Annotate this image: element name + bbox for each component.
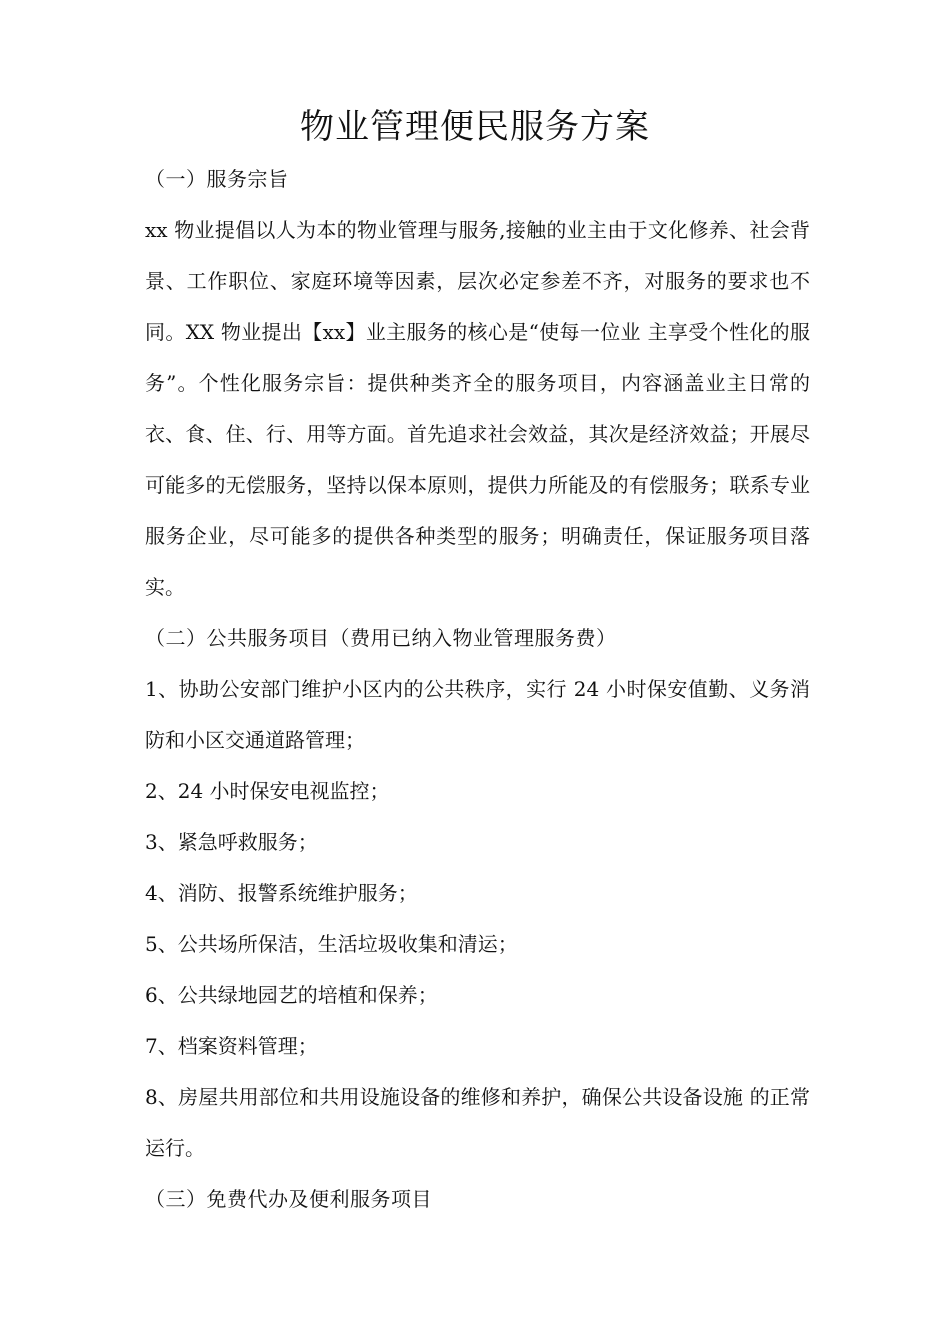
- list-item: 7、档案资料管理；: [145, 1034, 318, 1058]
- list-item: 8、房屋共用部位和共用设施设备的维修和养护，确保公共设备设施 的正常运行。: [145, 1085, 810, 1160]
- list-item: 1、协助公安部门维护小区内的公共秩序，实行 24 小时保安值勤、义务消防和小区交通道路管理；: [145, 677, 810, 752]
- section-heading-service-purpose: （一）服务宗旨: [145, 167, 289, 191]
- list-item: 6、公共绿地园艺的培植和保养；: [145, 983, 438, 1007]
- list-item: 4、消防、报警系统维护服务；: [145, 881, 418, 905]
- list-item: 3、紧急呼救服务；: [145, 830, 318, 854]
- section-heading-free-services: （三）免费代办及便利服务项目: [145, 1187, 432, 1211]
- list-item: 5、公共场所保洁，生活垃圾收集和清运；: [145, 932, 518, 956]
- section-heading-public-services: （二）公共服务项目（费用已纳入物业管理服务费）: [145, 626, 617, 650]
- list-item: 2、24 小时保安电视监控；: [145, 779, 390, 803]
- service-purpose-paragraph: xx 物业提倡以人为本的物业管理与服务,接触的业主由于文化修养、社会背景、工作职位、家庭环境等因素，层次必定参差不齐，对服务的要求也不同。XX 物业提出【xx】业主服务的核心是“使每一位业 主享受个性化的服务”。个性化服务宗旨：提供种类齐全的服务项目，内容涵盖业主日常的衣、食、住、行、用等方面。首先追求社会效益，其次是经济效益；开展尽可能多的无偿服务，坚持以保本原则，提供力所能及的有偿服务；联系专业服务企业，尽可能多的提供各种类型的服务；明确责任，保证服务项目落实。: [145, 218, 810, 599]
- document-body: [145, 154, 810, 1225]
- document-title: 物业管理便民服务方案: [300, 107, 650, 147]
